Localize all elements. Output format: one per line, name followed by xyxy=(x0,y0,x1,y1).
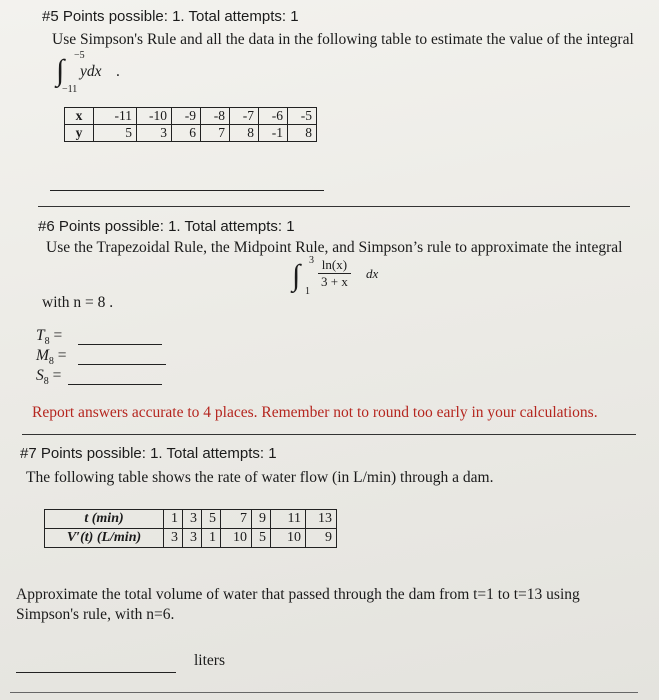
q6-answer-m8 xyxy=(36,347,67,367)
t8-eq: = xyxy=(53,327,63,344)
q7-t-cell: 1 xyxy=(164,510,183,529)
q6-lower-limit: 1 xyxy=(305,286,310,297)
q7-t-cell: 11 xyxy=(271,510,306,529)
q5-y-cell: 8 xyxy=(288,125,317,142)
q7-t-cell: 3 xyxy=(183,510,202,529)
q7-v-cell: 5 xyxy=(252,529,271,548)
q7-answer-blank[interactable] xyxy=(16,672,176,673)
q7-prompt: The following table shows the rate of water flow (in L/min) through a dam. xyxy=(26,469,494,486)
q7-t-header: t (min) xyxy=(45,510,164,529)
s8-label: S xyxy=(36,367,44,384)
q5-y-cell: 6 xyxy=(172,125,201,142)
q5-y-header: y xyxy=(65,125,94,142)
q5-integrand: ydx xyxy=(80,63,102,80)
q6-integral xyxy=(292,255,402,297)
divider xyxy=(38,206,630,207)
q6-accuracy-note: Report answers accurate to 4 places. Remember not to round too early in your calculations. xyxy=(32,404,598,421)
s8-answer-blank[interactable] xyxy=(68,384,162,385)
q6-fraction xyxy=(318,257,351,290)
q7-t-cell: 9 xyxy=(252,510,271,529)
q6-prompt: Use the Trapezoidal Rule, the Midpoint Rule, and Simpson’s rule to approximate the integral xyxy=(46,239,623,256)
q5-period: . xyxy=(116,63,120,80)
t8-label: T xyxy=(36,327,45,344)
q6-denominator: 3 + x xyxy=(321,274,348,289)
q5-answer-blank[interactable] xyxy=(50,190,324,191)
m8-sub: 8 xyxy=(48,356,54,368)
q7-t-cell: 5 xyxy=(202,510,221,529)
q5-data-table xyxy=(64,107,317,142)
q7-v-row xyxy=(45,529,337,548)
s8-eq: = xyxy=(52,367,62,384)
q5-y-cell: -1 xyxy=(259,125,288,142)
t8-sub: 8 xyxy=(44,336,50,348)
q5-header: #5 Points possible: 1. Total attempts: 1 xyxy=(42,8,299,25)
q7-v-cell: 10 xyxy=(221,529,252,548)
q6-answer-s8 xyxy=(36,367,61,387)
integral-sign-icon: ∫ xyxy=(56,54,65,87)
q5-prompt: Use Simpson's Rule and all the data in the following table to estimate the value of the integral xyxy=(52,31,634,48)
q6-answer-t8 xyxy=(36,327,62,347)
q5-x-header: x xyxy=(65,108,94,125)
q7-t-cell: 7 xyxy=(221,510,252,529)
m8-answer-blank[interactable] xyxy=(78,364,166,365)
q7-units: liters xyxy=(194,652,225,669)
q7-data-table xyxy=(44,509,337,548)
q7-header: #7 Points possible: 1. Total attempts: 1 xyxy=(20,445,277,462)
divider xyxy=(10,692,638,693)
q6-upper-limit: 3 xyxy=(309,255,314,266)
q5-x-cell: -9 xyxy=(172,108,201,125)
s8-sub: 8 xyxy=(43,376,49,388)
q7-v-header: V′(t) (L/min) xyxy=(45,529,164,548)
q7-v-cell: 3 xyxy=(164,529,183,548)
q5-y-cell: 3 xyxy=(137,125,172,142)
q7-v-cell: 9 xyxy=(306,529,337,548)
q5-x-cell: -5 xyxy=(288,108,317,125)
q5-x-cell: -7 xyxy=(230,108,259,125)
q5-y-row xyxy=(65,125,317,142)
q5-x-row xyxy=(65,108,317,125)
t8-answer-blank[interactable] xyxy=(78,344,162,345)
q6-numerator: ln(x) xyxy=(318,257,351,274)
q5-x-cell: -10 xyxy=(137,108,172,125)
q5-x-cell: -6 xyxy=(259,108,288,125)
integral-sign-icon: ∫ xyxy=(292,259,301,292)
q7-v-cell: 10 xyxy=(271,529,306,548)
q7-v-cell: 1 xyxy=(202,529,221,548)
q5-y-cell: 7 xyxy=(201,125,230,142)
q5-integral xyxy=(56,50,176,96)
q7-question: Approximate the total volume of water that passed through the dam from t=1 to t=13 using Simpson's rule, with n=6. xyxy=(16,586,580,623)
m8-label: M xyxy=(36,347,49,364)
q5-upper-limit: −5 xyxy=(74,50,85,61)
q6-dx: dx xyxy=(366,266,379,281)
q5-y-cell: 8 xyxy=(230,125,259,142)
q5-lower-limit: −11 xyxy=(62,84,78,95)
m8-eq: = xyxy=(57,347,67,364)
q5-y-cell: 5 xyxy=(94,125,137,142)
divider xyxy=(22,434,636,435)
q6-header: #6 Points possible: 1. Total attempts: 1 xyxy=(38,218,295,235)
q7-v-cell: 3 xyxy=(183,529,202,548)
q5-x-cell: -11 xyxy=(94,108,137,125)
q5-x-cell: -8 xyxy=(201,108,230,125)
q7-t-cell: 13 xyxy=(306,510,337,529)
q6-with-n: with n = 8 . xyxy=(42,294,114,311)
q7-t-row xyxy=(45,510,337,529)
